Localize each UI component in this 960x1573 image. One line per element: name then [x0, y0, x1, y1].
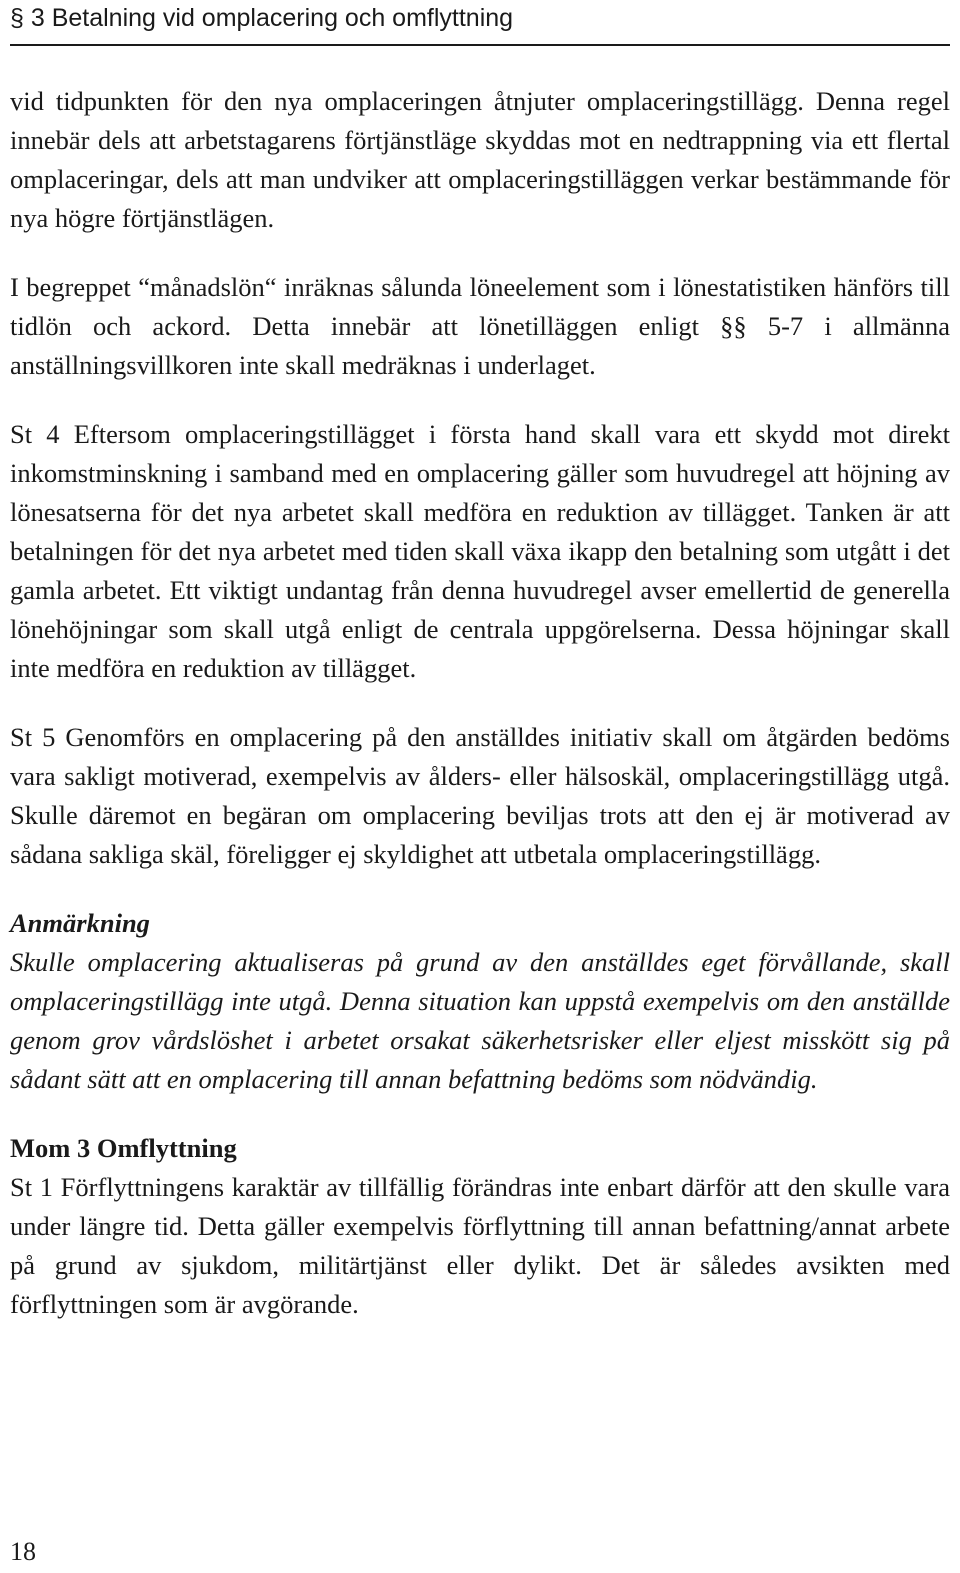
note-block [10, 904, 950, 1099]
paragraph-st5: St 5 Genomförs en omplacering på den anställdes initiativ skall om åtgärden bedöms vara sakligt motiverad, exempelvis av ålders- eller hälsoskäl, omplaceringstillägg utgå. Skulle däremot en begäran om omplacering beviljas trots att den ej är motiverad av sådana sakliga skäl, föreligger ej skyldighet att utbetala omplaceringstillägg. [10, 722, 950, 869]
paragraph-st4: St 4 Eftersom omplaceringstillägget i första hand skall vara ett skydd mot direkt inkomstminskning i samband med en omplacering gäller som huvudregel att höjning av lönesatserna för det nya arbetet skall medföra en reduktion av tillägget. Tanken är att betalningen för det nya arbetet med tiden skall växa ikapp den betalning som utgått i det gamla arbetet. Ett viktigt undantag från denna huvudregel avser emellertid de generella lönehöjningar som skall utgå enligt de centrala uppgörelserna. Dessa höjningar skall inte medföra en reduktion av tillägget. [10, 419, 950, 683]
running-header: § 3 Betalning vid omplacering och omflyttning [10, 0, 950, 46]
mom3-block [10, 1129, 950, 1324]
paragraph-monthly-salary: I begreppet “månadslön“ inräknas sålunda löneelement som i lönestatistiken hänförs till tidlön och ackord. Detta innebär att lönetilläggen enligt §§ 5-7 i allmänna anställningsvillkoren inte skall medräknas i underlaget. [10, 272, 950, 380]
mom3-heading: Mom 3 Omflyttning [10, 1133, 237, 1163]
page-number: 18 [10, 1537, 36, 1566]
paragraph-continuation: vid tidpunkten för den nya omplaceringen åtnjuter omplaceringstillägg. Denna regel innebär dels att arbetstagarens förtjänstläge skyddas mot en nedtrappning via ett flertal omplaceringar, dels att man undviker att omplaceringstilläggen verkar bestämmande för nya högre förtjänstlägen. [10, 86, 950, 233]
mom3-body: St 1 Förflyttningens karaktär av tillfällig förändras inte enbart därför att den skulle vara under längre tid. Detta gäller exempelvis förflyttning till annan befattning/annat arbete på grund av sjukdom, militärtjänst eller dylikt. Det är således avsikten med förflyttningen som är avgörande. [10, 1172, 950, 1319]
page-content [10, 82, 950, 1354]
note-body: Skulle omplacering aktualiseras på grund av den anställdes eget förvållande, skall omplaceringstillägg inte utgå. Denna situation kan uppstå exempelvis om den anställde genom grov vårdslöshet i arbetet orsakat säkerhetsrisker eller eljest misskött sig på sådant sätt att en omplacering till annan befattning bedöms som nödvändig. [10, 947, 950, 1094]
note-heading: Anmärkning [10, 908, 150, 938]
